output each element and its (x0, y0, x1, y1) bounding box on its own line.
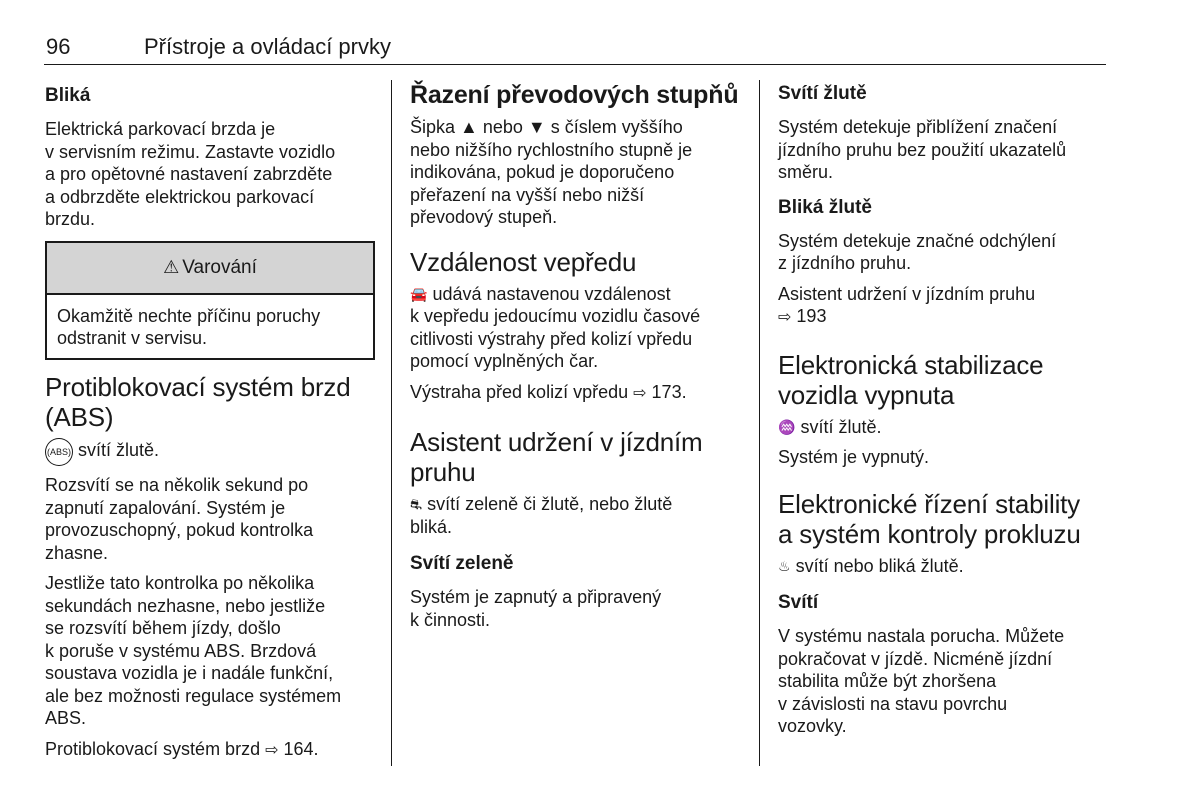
abs-heading: Protiblokovací systém brzd (ABS) (45, 371, 351, 432)
abs-reference-link[interactable]: Protiblokovací systém brzd (45, 738, 261, 759)
green-heading: Svítí zeleně (410, 553, 514, 574)
car-distance-icon: 🚘 (410, 285, 428, 302)
distance-text: 🚘 udává nastavenou vzdálenost k vepředu jedoucímu vozidlu časové citlivosti výstrahy před kolizí vpředu pomocí vyplněných čar. (410, 283, 701, 371)
abs-paragraph-1: Rozsvítí se na několik sekund po zapnutí zapalování. Systém je provozuschopný, pokud kontrolka zhasne. (45, 475, 314, 563)
warning-title: Varování (182, 256, 257, 278)
lane-reference (778, 283, 1108, 330)
esc-icon: ♨ (778, 557, 791, 574)
distance-reference (410, 381, 740, 406)
blink-yellow-text: Systém detekuje značné odchýlení z jízdního pruhu. (778, 230, 1057, 273)
esc-off-text: Systém je vypnutý. (778, 447, 930, 467)
warning-icon: ⚠ (163, 257, 180, 277)
page-header (44, 34, 1106, 65)
lane-assist-icon: ⛐ (410, 496, 423, 512)
distance-reference-link[interactable]: Výstraha před kolizí vpředu (410, 381, 629, 402)
column-divider (391, 80, 392, 766)
blink-yellow-heading: Bliká žlutě (778, 196, 872, 218)
esc-off-status: ♒ svítí žlutě. (778, 416, 882, 437)
sviti-text: V systému nastala porucha. Můžete pokračovat v jízdě. Nicméně jízdní stabilita může být zhoršena v závislosti na stavu povrchu vozovky. (778, 626, 1065, 736)
arrow-right-icon: ⇨ (633, 384, 647, 402)
arrow-right-icon: ⇨ (778, 309, 792, 326)
warning-text: Okamžitě nechte příčinu poruchy odstranit v servisu. (57, 305, 321, 348)
green-text: Systém je zapnutý a připravený k činnosti. (410, 587, 662, 630)
abs-paragraph-2: Jestliže tato kontrolka po několika sekundách nezhasne, nebo jestliže se rozsvítí během jízdy, došlo k poruše v systému ABS. Brzdová soustava vozidla je i nadále funkční, ale bez možnosti regulace systémem ABS. (45, 573, 342, 728)
warning-header (47, 243, 373, 295)
abs-reference-page[interactable]: 164. (283, 738, 319, 759)
warning-box (45, 241, 375, 360)
esc-heading: Elektronické řízení stability a systém kontroly prokluzu (778, 488, 1081, 549)
lane-reference-link[interactable]: Asistent udržení v jízdním pruhu (778, 283, 1036, 304)
arrow-right-icon: ⇨ (265, 741, 279, 759)
abs-status: (ABS) svítí žlutě. (45, 438, 375, 467)
lane-reference-page[interactable]: 193 (796, 306, 827, 326)
esc-status: ♨ svítí nebo bliká žlutě. (778, 555, 964, 576)
abs-icon: (ABS) (45, 438, 73, 467)
blika-text: Elektrická parkovací brzda je v servisním režimu. Zastavte vozidlo a pro opětovné nastavení zabrzděte a odbrzděte elektrickou parkovací brzdu. (45, 119, 336, 229)
distance-heading: Vzdálenost vepředu (410, 246, 637, 277)
abs-reference (45, 738, 375, 763)
page-number: 96 (46, 34, 71, 59)
sviti-heading: Svítí (778, 592, 819, 613)
column-divider (759, 80, 760, 766)
column-3 (778, 78, 1108, 746)
lane-heading: Asistent udržení v jízdním pruhu (410, 427, 703, 487)
esc-off-heading: Elektronická stabilizace vozidla vypnuta (778, 349, 1044, 410)
esc-off-icon: ♒ (778, 418, 796, 435)
blika-heading: Bliká (45, 85, 91, 106)
yellow-text: Systém detekuje přiblížení značení jízdního pruhu bez použití ukazatelů směru. (778, 117, 1067, 182)
distance-reference-page[interactable]: 173. (651, 381, 687, 402)
page-title: Přístroje a ovládací prvky (144, 34, 391, 59)
lane-status: ⛐ svítí zeleně či žlutě, nebo žlutě bliká. (410, 494, 673, 537)
shift-text: Šipka ▲ nebo ▼ s číslem vyššího nebo nižšího rychlostního stupně je indikována, pokud je doporučeno přeřazení na vyšší nebo nižší převodový stupeň. (410, 117, 693, 227)
column-1 (45, 78, 375, 770)
column-2 (410, 78, 740, 639)
yellow-heading: Svítí žlutě (778, 83, 867, 104)
shift-heading: Řazení převodových stupňů (410, 81, 739, 109)
